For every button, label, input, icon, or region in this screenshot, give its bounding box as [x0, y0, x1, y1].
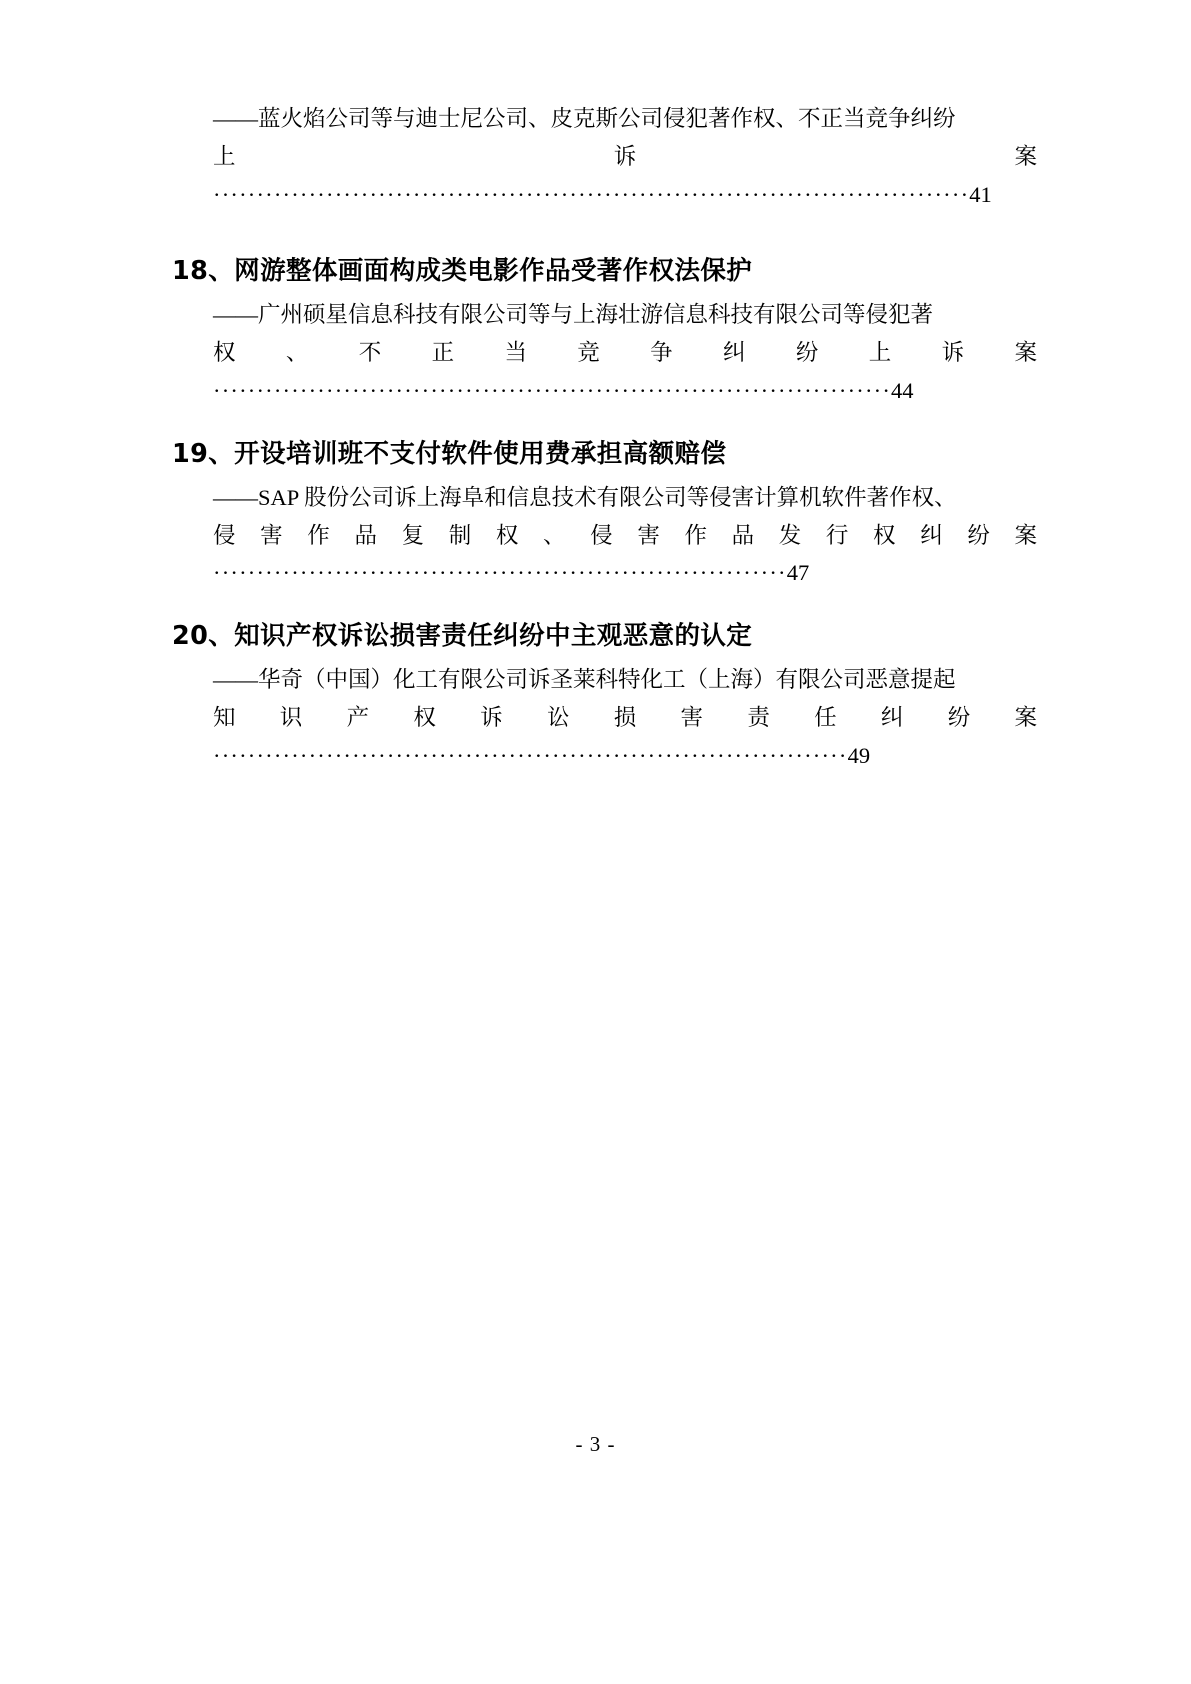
toc-subtitle-line-2: 侵害作品复制权、侵害作品发行权纠纷案: [213, 522, 1037, 548]
toc-subtitle-line-1: ——广州硕星信息科技有限公司等与上海壮游信息科技有限公司等侵犯著: [213, 302, 934, 328]
toc-leader-dots: ··············································································: [213, 377, 892, 403]
toc-subtitle-line-2: 上诉案: [213, 143, 1037, 169]
toc-entry-heading: 18、网游整体画面构成类电影作品受著作权法保护: [172, 256, 753, 287]
toc-page-number: 49: [847, 742, 871, 768]
toc-subtitle-line-1: ——华奇（中国）化工有限公司诉圣莱科特化工（上海）有限公司恶意提起: [213, 667, 956, 693]
toc-entry-heading: 19、开设培训班不支付软件使用费承担高额赔偿: [172, 438, 727, 469]
toc-leader-dots: ·········································································: [213, 742, 848, 768]
toc-entry-17-continuation[interactable]: [150, 100, 1041, 213]
toc-page-number: 41: [969, 181, 992, 207]
toc-subtitle-line-2: 知识产权诉讼损害责任纠纷案: [213, 704, 1037, 730]
toc-entry-subtitle: [213, 100, 1041, 213]
toc-subtitle-line-2: 权、不正当竞争纠纷上诉案: [213, 340, 1037, 366]
page-footer-folio: - 3 -: [575, 1432, 616, 1456]
toc-entry-subtitle: [213, 296, 1041, 409]
toc-entry-19[interactable]: [150, 436, 1041, 592]
toc-subtitle-line-1: ——SAP 股份公司诉上海阜和信息技术有限公司等侵害计算机软件著作权、: [213, 484, 957, 510]
toc-page-number: 47: [786, 560, 810, 586]
toc-entry-subtitle: [213, 479, 1041, 592]
toc-entry-subtitle: [213, 661, 1041, 774]
toc-page-number: 44: [891, 377, 914, 403]
toc-leader-dots: ··································································: [213, 560, 787, 586]
toc-entry-heading: 20、知识产权诉讼损害责任纠纷中主观恶意的认定: [172, 621, 753, 652]
toc-entry-18[interactable]: [150, 253, 1041, 409]
toc-entry-20[interactable]: [150, 618, 1041, 774]
toc-subtitle-line-1: ——蓝火焰公司等与迪士尼公司、皮克斯公司侵犯著作权、不正当竞争纠纷: [213, 106, 956, 131]
toc-leader-dots: ·······················································································: [213, 181, 970, 207]
